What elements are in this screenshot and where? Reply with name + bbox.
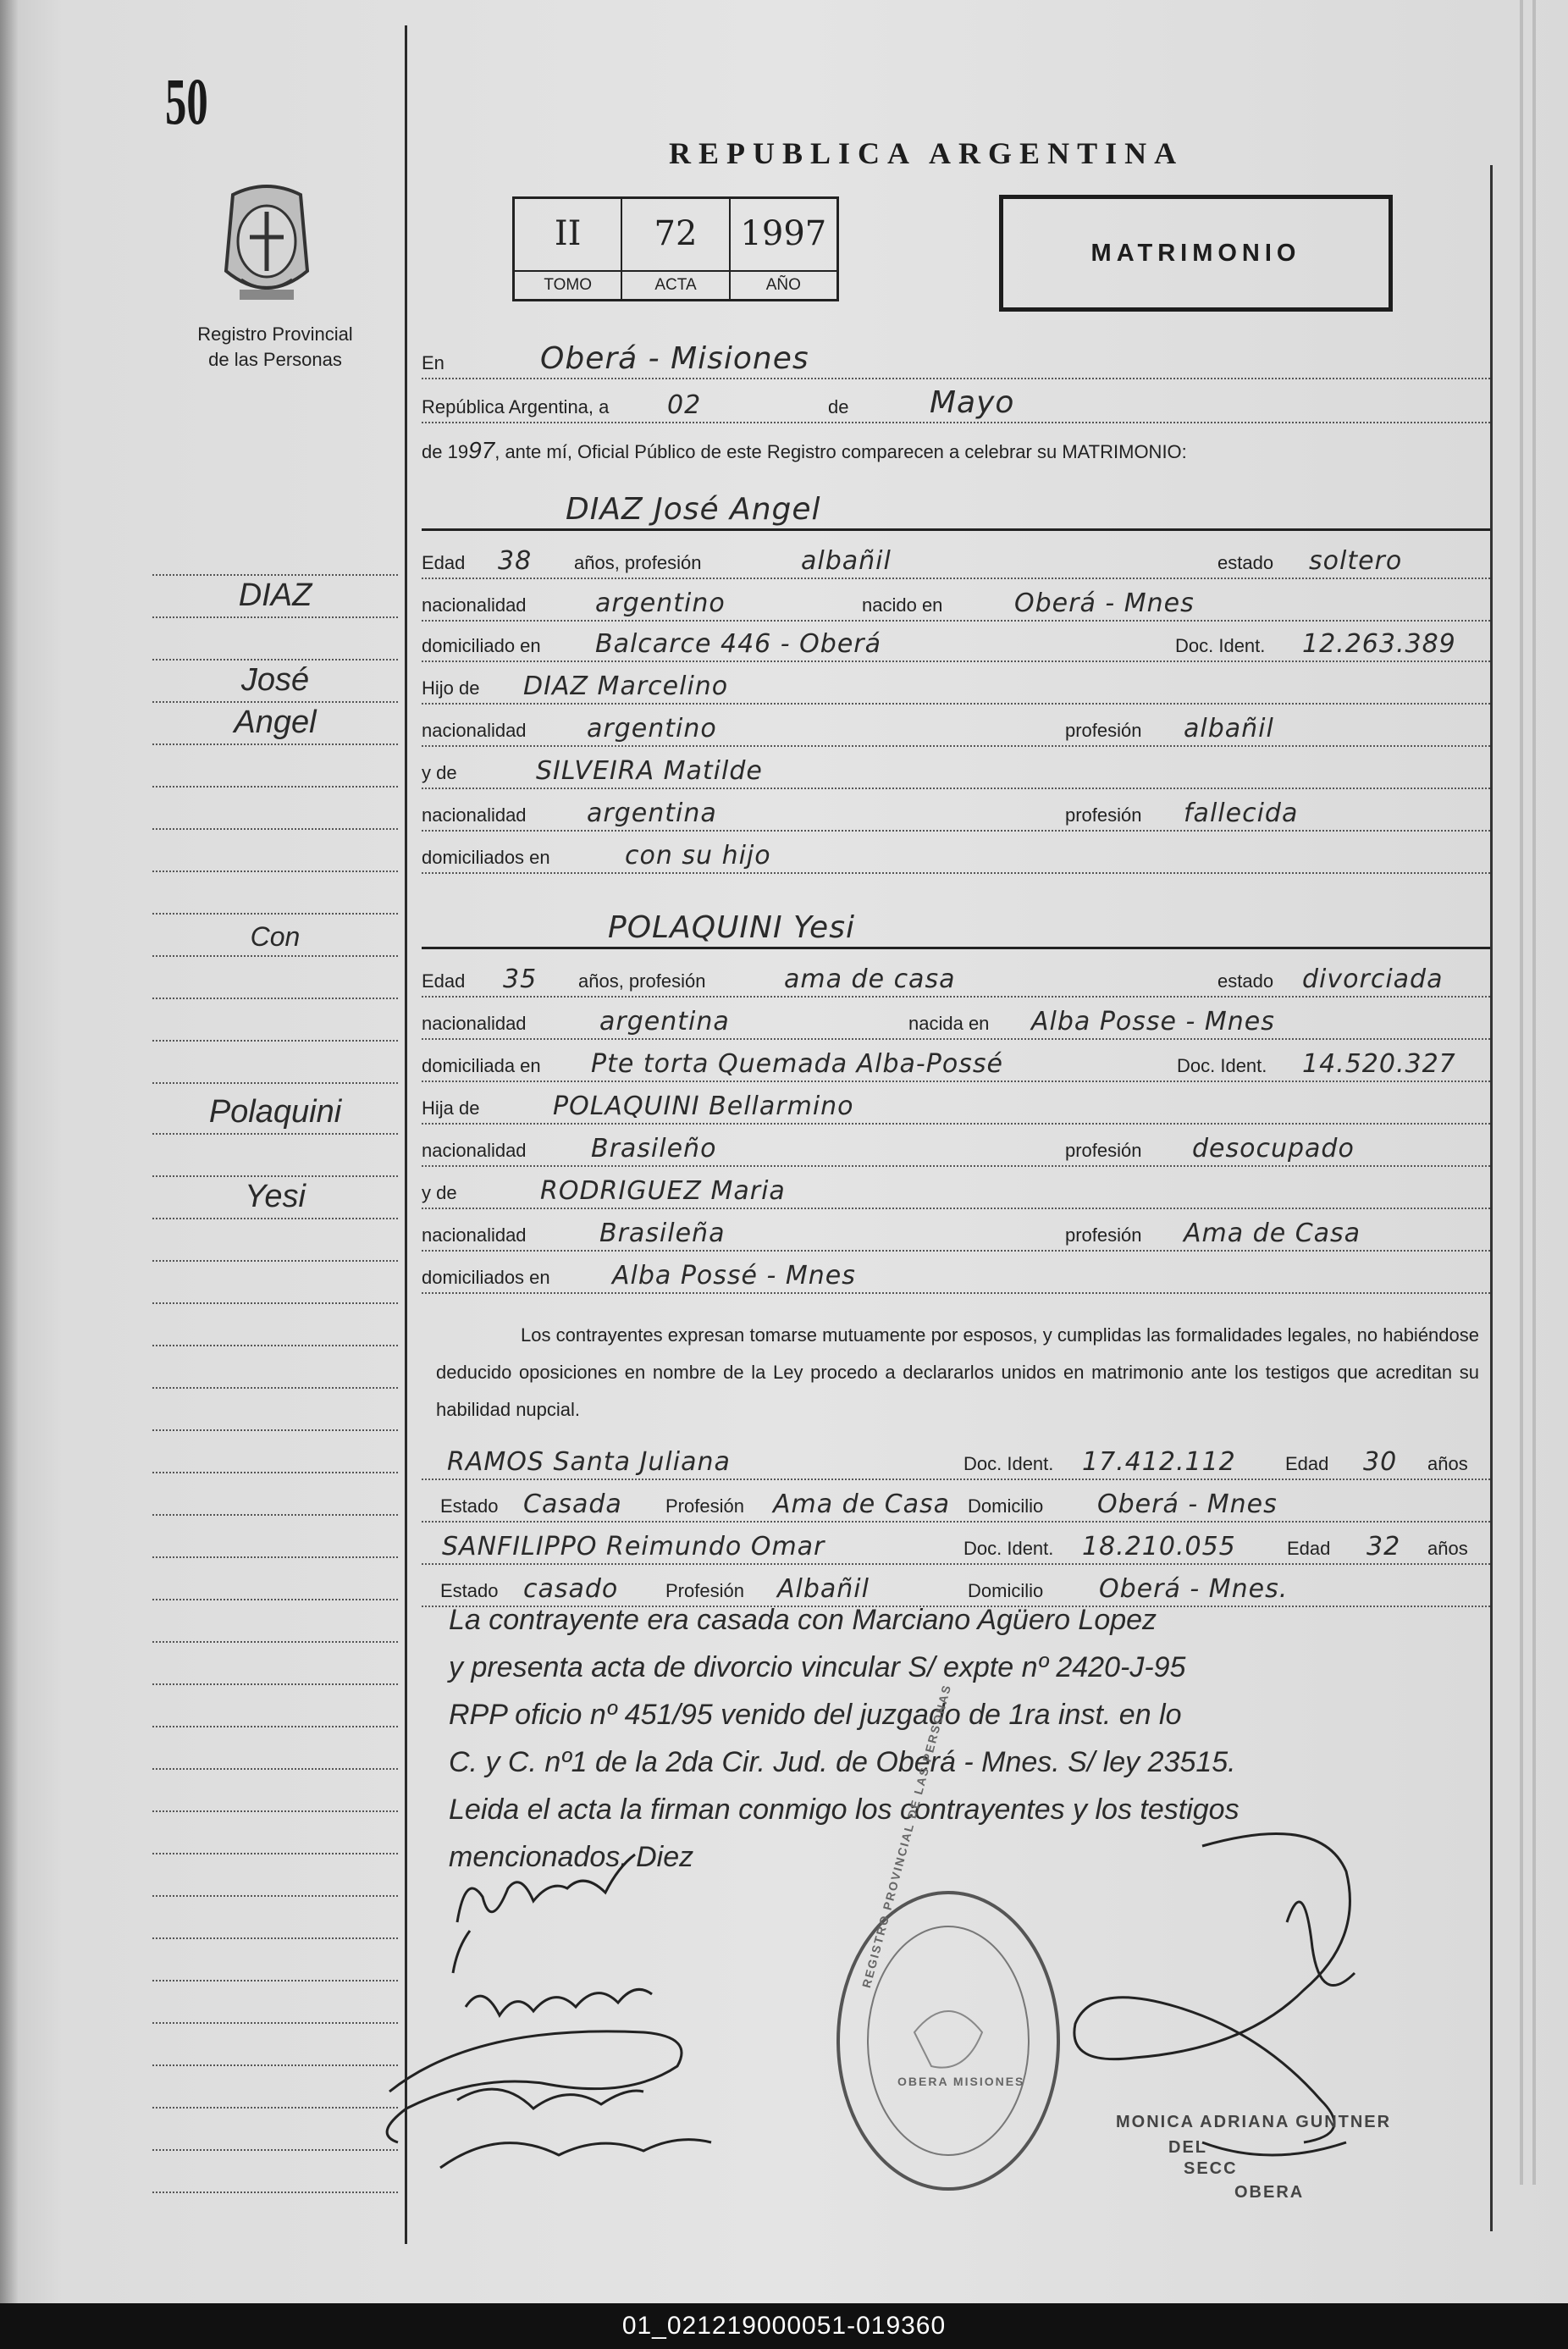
bride-doc: 14.520.327 <box>1302 1049 1456 1079</box>
groom-mother-row <box>422 749 1490 789</box>
groom-mother: SILVEIRA Matilde <box>536 756 763 786</box>
tomo-cell <box>515 199 622 299</box>
margin-groom-surname <box>152 576 398 618</box>
observation-line: C. y C. nº1 de la 2da Cir. Jud. de Oberá - Mnes. S/ ley 23515. <box>449 1746 1236 1778</box>
nacida-label: nacida en <box>908 1013 990 1034</box>
document-type-box: MATRIMONIO <box>999 195 1393 312</box>
yde-label: y de <box>422 762 457 783</box>
margin-con <box>152 915 398 957</box>
bride-mother-detail-row <box>422 1211 1490 1252</box>
hijo-label: Hijo de <box>422 677 480 699</box>
bride-mother-profession: Ama de Casa <box>1184 1219 1361 1248</box>
domicilio-label: Domicilio <box>968 1580 1044 1601</box>
groom-father-profession: albañil <box>1184 714 1274 743</box>
margin-line <box>152 618 398 660</box>
observation-line: La contrayente era casada con Marciano Agüero Lopez <box>449 1604 1157 1636</box>
groom-father-nationality: argentino <box>587 714 717 743</box>
bride-father-profession: desocupado <box>1192 1134 1355 1163</box>
margin-line <box>152 1854 398 1897</box>
bride-name-row <box>422 908 1490 949</box>
groom-mother-detail-row <box>422 791 1490 832</box>
margin-line <box>152 1219 398 1262</box>
registry-line2: de las Personas <box>208 349 342 370</box>
anos-label: años <box>1427 1453 1468 1474</box>
intro-year-row <box>422 437 1187 467</box>
margin-line <box>152 2066 398 2109</box>
stamp-ring-text: REGISTRO PROVINCIAL DE LAS PERSONAS <box>859 1682 954 1990</box>
page-edge <box>1520 0 1523 2185</box>
edad-label: Edad <box>1285 1453 1329 1474</box>
folio-number: 50 <box>165 64 208 138</box>
profesion-label: años, profesión <box>574 552 702 573</box>
tomo-value: II <box>554 214 582 253</box>
intro-date-row <box>422 383 1490 423</box>
stamp-title3: OBERA <box>1234 2183 1305 2202</box>
margin-line <box>152 957 398 999</box>
tomo-label: TOMO <box>515 270 621 299</box>
edad-label: Edad <box>422 970 466 992</box>
nacionalidad-label: nacionalidad <box>422 720 527 741</box>
margin-line <box>152 1346 398 1389</box>
witness1-row <box>422 1440 1490 1480</box>
bride-father-row <box>422 1084 1490 1125</box>
witness2-profession: Albañil <box>777 1574 870 1604</box>
margin-line <box>152 1042 398 1084</box>
margin-line <box>152 1981 398 2024</box>
margin-line <box>152 1473 398 1516</box>
margin-line <box>152 1643 398 1685</box>
doc-label: Doc. Ident. <box>963 1453 1054 1474</box>
month-value: Mayo <box>930 385 1015 420</box>
nacionalidad-label: nacionalidad <box>422 594 527 616</box>
bride-mother-row <box>422 1169 1490 1209</box>
groom-father: DIAZ Marcelino <box>523 672 729 701</box>
margin-line <box>152 1431 398 1473</box>
bride-nationality: argentina <box>599 1007 730 1036</box>
groom-father-row <box>422 664 1490 705</box>
margin-line <box>152 1685 398 1727</box>
groom-nationality-row <box>422 581 1490 622</box>
margin-con-text: Con <box>250 921 301 952</box>
signatures-and-stamp <box>373 1821 1499 2193</box>
doc-label: Doc. Ident. <box>1175 635 1266 656</box>
stamp-inner-text: OBERA MISIONES <box>897 2075 1025 2088</box>
page-edge <box>1532 0 1536 2185</box>
binding-edge <box>0 0 19 2303</box>
estado-label: estado <box>1217 552 1274 573</box>
groom-profession: albañil <box>801 546 892 576</box>
margin-line <box>152 533 398 576</box>
intro-place-row <box>422 339 1490 379</box>
observation-line: RPP oficio nº 451/95 venido del juzgado de 1ra inst. en lo <box>449 1699 1182 1731</box>
margin-groom-name1 <box>152 660 398 703</box>
groom-address-row <box>422 622 1490 662</box>
bride-address-row <box>422 1042 1490 1082</box>
groom-name-row <box>422 489 1490 531</box>
margin-line <box>152 1727 398 1770</box>
margin-bride-name-text: Yesi <box>245 1179 306 1214</box>
day-value: 02 <box>667 390 702 420</box>
witness2-age: 32 <box>1366 1532 1401 1561</box>
margin-bride-name <box>152 1177 398 1219</box>
profesion-label: profesión <box>1065 1140 1142 1161</box>
margin-line <box>152 1770 398 1812</box>
margin-line <box>152 745 398 788</box>
groom-nationality: argentino <box>595 589 726 618</box>
domiciliado-label: domiciliado en <box>422 635 541 656</box>
margin-line <box>152 2024 398 2066</box>
anos-label: años <box>1427 1538 1468 1559</box>
groom-status: soltero <box>1309 546 1403 576</box>
margin-line <box>152 2109 398 2151</box>
groom-parents-address-row <box>422 833 1490 874</box>
bride-full-name: POLAQUINI Yesi <box>608 910 855 945</box>
en-label: En <box>422 352 444 373</box>
profesion-label: Profesión <box>665 1580 744 1601</box>
margin-line <box>152 872 398 915</box>
margin-line <box>152 830 398 872</box>
margin-line <box>152 2151 398 2193</box>
margin-line <box>152 1262 398 1304</box>
edad-label: Edad <box>1287 1538 1331 1559</box>
bride-profession: ama de casa <box>784 964 956 994</box>
official-signature <box>1074 1833 1355 2155</box>
bride-father-detail-row <box>422 1126 1490 1167</box>
registry-line1: Registro Provincial <box>197 323 353 345</box>
groom-mother-profession: fallecida <box>1184 799 1299 828</box>
margin-line <box>152 1135 398 1177</box>
observation-line: y presenta acta de divorcio vincular S/ expte nº 2420-J-95 <box>449 1651 1186 1683</box>
country-title: REPUBLICA ARGENTINA <box>669 136 1184 170</box>
witness2-row <box>422 1524 1490 1565</box>
witness1-detail-row <box>422 1482 1490 1523</box>
profesion-label: profesión <box>1065 804 1142 826</box>
bride-father: POLAQUINI Bellarmino <box>553 1092 854 1121</box>
ano-label: AÑO <box>731 270 836 299</box>
witness1-age: 30 <box>1363 1447 1398 1477</box>
image-reference-bar: 01_021219000051-019360 <box>0 2303 1568 2349</box>
declaration-paragraph <box>436 1317 1479 1429</box>
bride-mother: RODRIGUEZ Maria <box>540 1176 786 1206</box>
witness2-status: casado <box>523 1574 619 1604</box>
domiciliados-label: domiciliados en <box>422 1267 550 1288</box>
edad-label: Edad <box>422 552 466 573</box>
margin-line <box>152 999 398 1042</box>
bride-status: divorciada <box>1302 964 1444 994</box>
place-value: Oberá - Misiones <box>540 341 809 376</box>
margin-groom-name2 <box>152 703 398 745</box>
witness1-address: Oberá - Mnes <box>1097 1490 1278 1519</box>
groom-age: 38 <box>498 546 533 576</box>
profesion-label: años, profesión <box>578 970 706 992</box>
domiciliados-label: domiciliados en <box>422 847 550 868</box>
acta-label: ACTA <box>622 270 728 299</box>
margin-groom-name1-text: José <box>240 662 310 698</box>
nacionalidad-label: nacionalidad <box>422 804 527 826</box>
margin-line <box>152 1939 398 1981</box>
domicilio-label: Domicilio <box>968 1495 1044 1517</box>
witness1-doc: 17.412.112 <box>1082 1447 1236 1477</box>
bride-address: Pte torta Quemada Alba-Possé <box>591 1049 1003 1079</box>
bride-parents-address: Alba Possé - Mnes <box>612 1261 856 1291</box>
bride-birthplace: Alba Posse - Mnes <box>1031 1007 1275 1036</box>
groom-doc: 12.263.389 <box>1302 629 1456 659</box>
bride-age-row <box>422 957 1490 998</box>
margin-line <box>152 1516 398 1558</box>
provincial-crest-icon <box>216 178 317 313</box>
witness2-doc: 18.210.055 <box>1082 1532 1236 1561</box>
estado-label: Estado <box>440 1495 499 1517</box>
margin-line <box>152 1558 398 1600</box>
margin-line <box>152 1389 398 1431</box>
margin-line <box>152 1304 398 1346</box>
observation-line: mencionados. Diez <box>449 1841 694 1873</box>
groom-parents-address: con su hijo <box>625 841 771 871</box>
year-suffix: 97 <box>468 437 495 463</box>
margin-groom-name2-text: Angel <box>234 705 317 740</box>
witness1-profession: Ama de Casa <box>773 1490 951 1519</box>
groom-birthplace: Oberá - Mnes <box>1014 589 1195 618</box>
ano-cell <box>731 199 836 299</box>
stamp-title1: DEL <box>1168 2138 1207 2157</box>
profesion-label: Profesión <box>665 1495 744 1517</box>
witness1-status: Casada <box>523 1490 622 1519</box>
groom-mother-nationality: argentina <box>587 799 717 828</box>
intro-text: , ante mí, Oficial Público de este Registro comparecen a celebrar su MATRIMONIO: <box>494 441 1187 462</box>
margin-line <box>152 1897 398 1939</box>
bride-nationality-row <box>422 999 1490 1040</box>
de-label: de <box>828 396 849 417</box>
groom-signature <box>453 1854 635 1973</box>
bride-mother-nationality: Brasileña <box>599 1219 726 1248</box>
observation-line: Leida el acta la firman conmigo los contrayentes y los testigos <box>449 1794 1239 1826</box>
groom-full-name: DIAZ José Angel <box>566 492 821 527</box>
witness2-address: Oberá - Mnes. <box>1099 1574 1289 1604</box>
bride-age: 35 <box>503 964 538 994</box>
record-id-box <box>512 196 839 301</box>
margin-groom-surname-text: DIAZ <box>238 578 312 613</box>
bride-parents-address-row <box>422 1253 1490 1294</box>
witness1-name: RAMOS Santa Juliana <box>447 1447 731 1477</box>
republica-label: República Argentina, a <box>422 396 610 417</box>
stamp-officer: MONICA ADRIANA GUNTNER <box>1116 2113 1392 2131</box>
yde-label: y de <box>422 1182 457 1203</box>
nacionalidad-label: nacionalidad <box>422 1013 527 1034</box>
registry-name <box>148 322 402 373</box>
margin-bride-surname-text: Polaquini <box>208 1094 342 1130</box>
margin-line <box>152 1812 398 1854</box>
groom-address: Balcarce 446 - Oberá <box>595 629 881 659</box>
groom-age-row <box>422 539 1490 579</box>
stamp-title2: SECC <box>1184 2159 1238 2178</box>
witness2-name: SANFILIPPO Reimundo Omar <box>442 1532 825 1561</box>
bride-signature <box>466 1989 652 2015</box>
groom-father-detail-row <box>422 706 1490 747</box>
acta-cell <box>622 199 730 299</box>
doc-label: Doc. Ident. <box>963 1538 1054 1559</box>
margin-bride-surname <box>152 1092 398 1135</box>
estado-label: estado <box>1217 970 1274 992</box>
hija-label: Hija de <box>422 1097 480 1119</box>
domiciliada-label: domiciliada en <box>422 1055 541 1076</box>
margin-line <box>152 788 398 830</box>
bride-father-nationality: Brasileño <box>591 1134 717 1163</box>
witness-signatures <box>387 2031 711 2168</box>
profesion-label: profesión <box>1065 1224 1142 1246</box>
nacido-label: nacido en <box>862 594 943 616</box>
nacionalidad-label: nacionalidad <box>422 1224 527 1246</box>
year-prefix: de 19 <box>422 441 469 462</box>
acta-value: 72 <box>654 214 698 253</box>
profesion-label: profesión <box>1065 720 1142 741</box>
ano-value: 1997 <box>740 214 827 253</box>
estado-label: Estado <box>440 1580 499 1601</box>
registry-stamp-icon <box>838 1893 1058 2189</box>
margin-line <box>152 1600 398 1643</box>
nacionalidad-label: nacionalidad <box>422 1140 527 1161</box>
declaration-text: Los contrayentes expresan tomarse mutuamente por esposos, y cumplidas las formalidades legales, no habiéndose deducido oposiciones en nombre de la Ley procedo a declararlos unidos en matrimonio ante los testigos que acreditan su habilidad nupcial. <box>436 1324 1479 1420</box>
doc-label: Doc. Ident. <box>1177 1055 1267 1076</box>
